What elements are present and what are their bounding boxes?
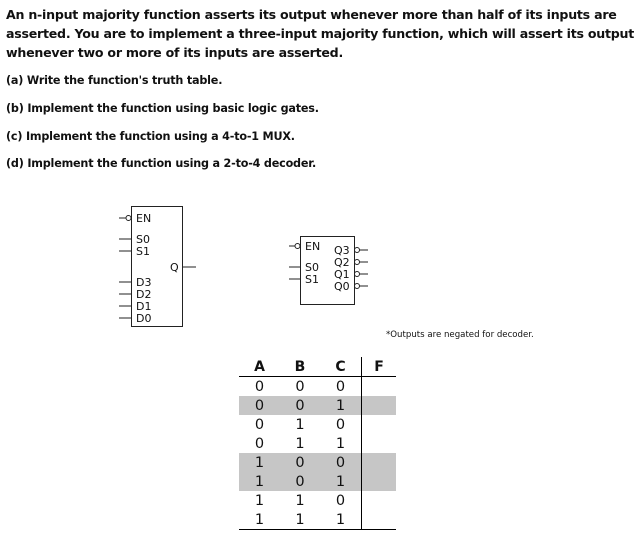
mux-data-label-0: D0 xyxy=(136,312,152,325)
cell-c: 1 xyxy=(320,396,362,415)
mux-output-label: Q xyxy=(170,261,179,274)
header-c: C xyxy=(320,357,362,377)
part-b: (b) Implement the function using basic logic gates. xyxy=(6,102,319,115)
mux-select-label-1: S1 xyxy=(136,245,150,258)
table-row xyxy=(239,472,396,491)
decoder-2to4 xyxy=(289,237,368,305)
table-row xyxy=(239,415,396,434)
cell-b: 0 xyxy=(280,453,320,472)
decoder-note: *Outputs are negated for decoder. xyxy=(386,330,534,340)
part-c: (c) Implement the function using a 4-to-1 MUX. xyxy=(6,130,295,143)
cell-a: 1 xyxy=(239,453,280,472)
decoder-output-bubble-0 xyxy=(355,284,360,289)
cell-a: 1 xyxy=(254,492,265,509)
problem-statement: An n-input majority function asserts its output whenever more than half of its inputs are asserted. You are to implement a three-input majority function, which will assert its output whenever two or more of its inputs are asserted. xyxy=(6,7,634,60)
cell-b: 0 xyxy=(295,378,305,395)
cell-b: 0 xyxy=(280,396,320,415)
cell-b: 1 xyxy=(295,435,305,452)
cell-c: 1 xyxy=(335,435,346,452)
cell-b: 1 xyxy=(295,416,305,433)
part-d: (d) Implement the function using a 2-to-4 decoder. xyxy=(6,157,317,170)
mux-data-label-1: D1 xyxy=(136,300,152,313)
header-b: B xyxy=(280,357,320,377)
cell-c: 0 xyxy=(335,492,346,509)
decoder-output-bubble-3 xyxy=(355,248,360,253)
cell-a: 0 xyxy=(254,378,265,395)
decoder-output-label-1: Q1 xyxy=(334,268,350,281)
mux-enable-label: EN xyxy=(136,212,152,225)
decoder-output-bubble-1 xyxy=(355,272,360,277)
cell-f[interactable] xyxy=(362,434,397,453)
cell-f[interactable] xyxy=(362,472,397,491)
cell-f[interactable] xyxy=(362,396,397,415)
truth-table xyxy=(239,357,396,530)
table-row xyxy=(239,491,396,510)
cell-a: 0 xyxy=(254,435,265,452)
header-f: F xyxy=(362,357,397,377)
mux-data-label-2: D2 xyxy=(136,288,152,301)
table-row xyxy=(239,377,396,397)
mux-select-label-0: S0 xyxy=(136,233,150,246)
decoder-output-label-3: Q3 xyxy=(334,244,350,257)
part-a: (a) Write the function's truth table. xyxy=(6,74,223,87)
decoder-select-label-0: S0 xyxy=(305,261,319,274)
cell-f[interactable] xyxy=(362,491,397,510)
cell-f[interactable] xyxy=(362,453,397,472)
cell-a: 1 xyxy=(239,472,280,491)
cell-a: 0 xyxy=(239,396,280,415)
cell-c: 1 xyxy=(320,510,362,530)
table-row xyxy=(239,453,396,472)
table-row xyxy=(239,434,396,453)
cell-c: 1 xyxy=(320,472,362,491)
cell-b: 1 xyxy=(280,510,320,530)
mux-enable-bubble xyxy=(126,216,131,221)
header-a: A xyxy=(239,357,280,377)
cell-f[interactable] xyxy=(362,415,397,434)
decoder-enable-label: EN xyxy=(305,240,321,253)
cell-f[interactable] xyxy=(362,510,397,530)
decoder-output-label-0: Q0 xyxy=(334,280,350,293)
mux-data-label-3: D3 xyxy=(136,276,152,289)
cell-c: 0 xyxy=(320,453,362,472)
cell-a: 0 xyxy=(254,416,265,433)
cell-c: 0 xyxy=(335,378,346,395)
table-row xyxy=(239,396,396,415)
decoder-output-bubble-2 xyxy=(355,260,360,265)
decoder-enable-bubble xyxy=(295,244,300,249)
cell-b: 1 xyxy=(295,492,305,509)
cell-b: 0 xyxy=(280,472,320,491)
decoder-select-label-1: S1 xyxy=(305,273,319,286)
cell-a: 1 xyxy=(239,510,280,530)
truth-table-header xyxy=(239,357,396,377)
table-row xyxy=(239,510,396,530)
cell-f[interactable] xyxy=(362,377,397,397)
mux-4to1 xyxy=(119,207,196,327)
cell-c: 0 xyxy=(335,416,346,433)
decoder-output-label-2: Q2 xyxy=(334,256,350,269)
